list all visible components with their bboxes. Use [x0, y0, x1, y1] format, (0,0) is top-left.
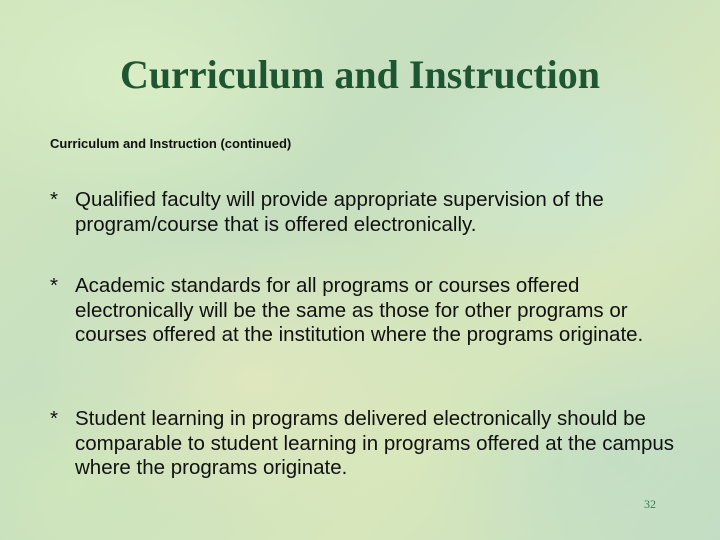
- slide-subtitle: Curriculum and Instruction (continued): [50, 136, 292, 151]
- bullet-item: [50, 274, 700, 348]
- bullet-item: [50, 188, 700, 237]
- bullet-item: [50, 407, 700, 481]
- bullet-marker: *: [50, 188, 58, 211]
- bullet-text: Academic standards for all programs or courses offered electronically will be the same as those for other programs or courses offered at the institution where the programs originate.: [75, 274, 644, 346]
- slide-title: Curriculum and Instruction: [119, 52, 601, 97]
- bullet-text: Qualified faculty will provide appropriate supervision of the program/course that is offered electronically.: [75, 188, 604, 236]
- bullet-text: Student learning in programs delivered electronically should be comparable to student learning in programs offered at the campus where the programs originate.: [75, 407, 675, 479]
- page-number: 32: [644, 497, 656, 511]
- bullet-marker: *: [50, 274, 58, 297]
- bullet-marker: *: [50, 407, 58, 430]
